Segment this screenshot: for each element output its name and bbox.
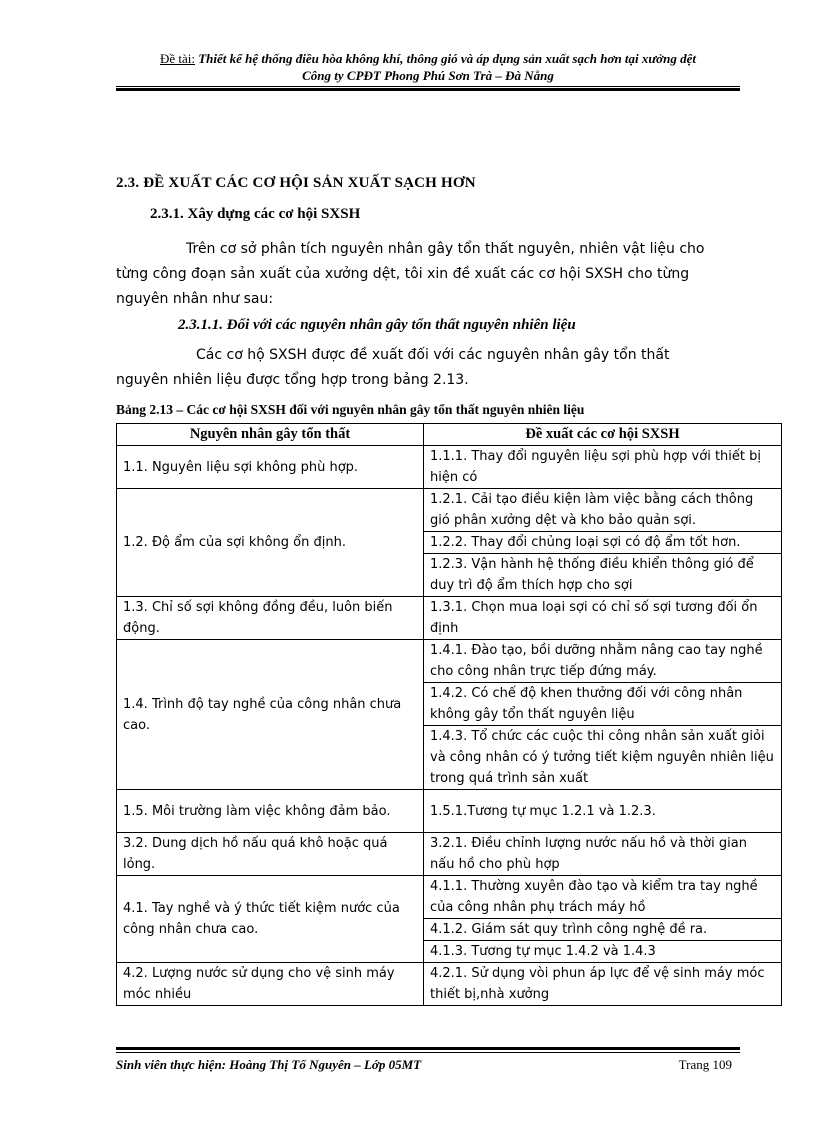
proposal-cell: 1.2.3. Vận hành hệ thống điều khiển thông gió để duy trì độ ẩm thích hợp cho sợi <box>424 554 782 597</box>
table-row <box>117 597 782 640</box>
proposal-cell: 4.1.1. Thường xuyên đào tạo và kiểm tra tay nghề của công nhân phụ trách máy hồ <box>424 876 782 919</box>
col-header-proposal: Đề xuất các cơ hội SXSH <box>424 424 782 446</box>
proposal-cell: 1.4.2. Có chế độ khen thưởng đối với công nhân không gây tổn thất nguyên liệu <box>424 683 782 726</box>
footer-author: Sinh viên thực hiện: Hoàng Thị Tố Nguyên – Lớp 05MT <box>116 1057 422 1072</box>
table-caption: Bảng 2.13 – Các cơ hội SXSH đối với nguyên nhân gây tổn thất nguyên nhiên liệu <box>116 402 585 417</box>
header-label: Đề tài: <box>159 51 195 66</box>
subsubsection-heading: 2.3.1.1. Đối với các nguyên nhân gây tổn thất nguyên nhiên liệu <box>178 317 576 333</box>
cause-cell: 4.1. Tay nghề và ý thức tiết kiệm nước của công nhân chưa cao. <box>117 876 424 963</box>
table-row <box>117 963 782 1006</box>
header-line-1 <box>116 50 740 67</box>
page-header <box>116 50 740 84</box>
proposal-cell: 4.2.1. Sử dụng vòi phun áp lực để vệ sinh máy móc thiết bị,nhà xưởng <box>424 963 782 1006</box>
cause-cell: 1.3. Chỉ số sợi không đồng đều, luôn biến động. <box>117 597 424 640</box>
header-rule-thin <box>116 86 740 87</box>
proposal-cell: 1.3.1. Chọn mua loại sợi có chỉ số sợi tương đối ổn định <box>424 597 782 640</box>
cause-cell: 1.1. Nguyên liệu sợi không phù hợp. <box>117 446 424 489</box>
proposal-cell: 1.1.1. Thay đổi nguyên liệu sợi phù hợp với thiết bị hiện có <box>424 446 782 489</box>
table-row <box>117 640 782 683</box>
proposal-cell: 1.4.1. Đào tạo, bồi dưỡng nhằm nâng cao tay nghề cho công nhân trực tiếp đứng máy. <box>424 640 782 683</box>
subsection-heading: 2.3.1. Xây dựng các cơ hội SXSH <box>150 206 361 222</box>
col-header-cause: Nguyên nhân gây tổn thất <box>117 424 424 446</box>
cause-cell: 1.2. Độ ẩm của sợi không ổn định. <box>117 489 424 597</box>
cause-cell: 4.2. Lượng nước sử dụng cho vệ sinh máy móc nhiều <box>117 963 424 1006</box>
table-row <box>117 876 782 919</box>
table-intro-paragraph: Các cơ hộ SXSH được đề xuất đối với các nguyên nhân gây tổn thất nguyên nhiên liệu được tổng hợp trong bảng 2.13. <box>116 347 670 388</box>
intro-paragraph: Trên cơ sở phân tích nguyên nhân gây tổn thất nguyên, nhiên vật liệu cho từng công đoạn sản xuất của xưởng dệt, tôi xin đề xuất các cơ hội SXSH cho từng nguyên nhân như sau: <box>116 241 705 307</box>
header-title-1: Thiết kế hệ thống điều hòa không khí, thông gió và áp dụng sản xuất sạch hơn tại xưởng dệt <box>198 51 697 66</box>
table-row <box>117 446 782 489</box>
proposal-cell: 4.1.2. Giám sát quy trình công nghệ đề ra. <box>424 919 782 941</box>
proposal-cell: 1.2.1. Cải tạo điều kiện làm việc bằng cách thông gió phân xưởng dệt và kho bảo quản sợi. <box>424 489 782 532</box>
header-rule-thick <box>116 88 740 91</box>
section-heading: 2.3. ĐỀ XUẤT CÁC CƠ HỘI SẢN XUẤT SẠCH HƠN <box>116 175 476 191</box>
cause-cell: 1.4. Trình độ tay nghề của công nhân chưa cao. <box>117 640 424 790</box>
table-body <box>117 446 782 1006</box>
proposal-cell: 4.1.3. Tương tự mục 1.4.2 và 1.4.3 <box>424 941 782 963</box>
proposal-cell: 1.4.3. Tổ chức các cuộc thi công nhân sản xuất giỏi và công nhân có ý tưởng tiết kiệm nguyên nhiên liệu trong quá trình sản xuất <box>424 726 782 790</box>
proposals-table <box>116 423 782 1006</box>
cause-cell: 3.2. Dung dịch hồ nấu quá khô hoặc quá lỏng. <box>117 833 424 876</box>
table-header-row <box>117 424 782 446</box>
table-row <box>117 833 782 876</box>
cause-cell: 1.5. Môi trường làm việc không đảm bảo. <box>117 790 424 833</box>
proposal-cell: 1.2.2. Thay đổi chủng loại sợi có độ ẩm tốt hơn. <box>424 532 782 554</box>
table-row <box>117 489 782 532</box>
footer-rule-thick <box>116 1047 740 1050</box>
page-number: Trang 109 <box>678 1057 732 1072</box>
proposal-cell: 3.2.1. Điều chỉnh lượng nước nấu hồ và thời gian nấu hồ cho phù hợp <box>424 833 782 876</box>
table-row <box>117 790 782 833</box>
header-title-2: Công ty CPĐT Phong Phú Sơn Trà – Đà Nẵng <box>302 68 554 83</box>
proposal-cell: 1.5.1.Tương tự mục 1.2.1 và 1.2.3. <box>424 790 782 833</box>
footer-rule-thin <box>116 1052 740 1053</box>
page-footer <box>116 1057 740 1073</box>
